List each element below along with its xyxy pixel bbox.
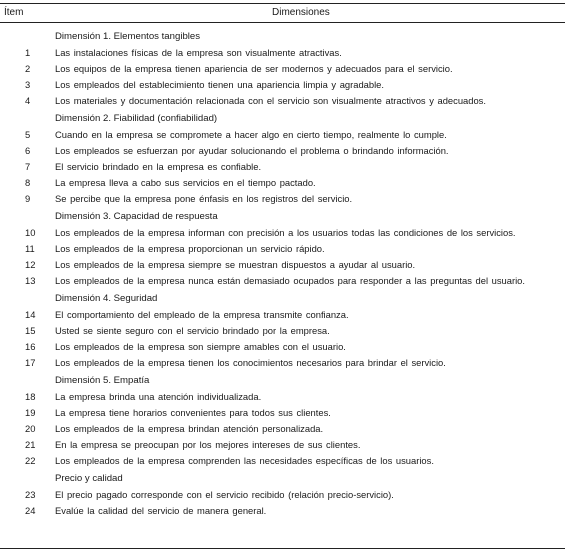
item-number: 8 [25,177,31,188]
table-row [0,63,565,74]
item-number: 4 [25,95,31,106]
item-text: Los empleados de la empresa comprenden las necesidades específicas de los usuarios. [55,455,434,466]
item-text: Los empleados de la empresa informan con precisión a los usuarios todas las condiciones de los servicios. [55,227,516,238]
item-text: El servicio brindado en la empresa es confiable. [55,161,262,172]
item-number: 6 [25,145,31,156]
table-row [0,47,565,58]
table-row [0,325,565,336]
table-row [0,79,565,90]
item-number: 10 [25,227,36,238]
item-number: 24 [25,505,36,516]
item-text: La empresa tiene horarios convenientes para todos sus clientes. [55,407,331,418]
table-row [0,505,565,516]
table-row [0,341,565,352]
item-number: 12 [25,259,36,270]
item-text: Evalúe la calidad del servicio de manera general. [55,505,267,516]
item-text: Los empleados del establecimiento tienen una apariencia limpia y agradable. [55,79,384,90]
item-number: 23 [25,489,36,500]
item-number: 3 [25,79,31,90]
item-number: 17 [25,357,36,368]
item-text: Se percibe que la empresa pone énfasis en los registros del servicio. [55,193,353,204]
table-row [0,391,565,402]
item-number: 22 [25,455,36,466]
item-text: Los empleados de la empresa nunca están demasiado ocupados para responder a las preguntas del usuario. [55,275,525,286]
item-text: Las instalaciones físicas de la empresa son visualmente atractivas. [55,47,342,58]
section-title: Dimensión 4. Seguridad [55,293,158,304]
item-number: 7 [25,161,31,172]
item-number: 20 [25,423,36,434]
table-row [0,439,565,450]
header-rule [0,22,565,23]
table-row [0,309,565,320]
table-row [0,455,565,466]
table-row [0,259,565,270]
item-number: 21 [25,439,36,450]
item-number: 9 [25,193,31,204]
table-row [0,161,565,172]
item-number: 19 [25,407,36,418]
item-number: 2 [25,63,31,74]
item-text: Los materiales y documentación relacionada con el servicio son visualmente atractivos y adecuados. [55,95,486,106]
table-row [0,407,565,418]
item-number: 16 [25,341,36,352]
item-number: 15 [25,325,36,336]
table-row [0,129,565,140]
item-number: 11 [25,243,35,254]
table-row [0,423,565,434]
item-number: 13 [25,275,36,286]
table-bottom-rule [0,548,565,549]
table-row [0,145,565,156]
item-text: La empresa brinda una atención individualizada. [55,391,262,402]
table-top-rule [0,3,565,4]
table-row [0,275,565,286]
table-row [0,243,565,254]
section-title: Dimensión 2. Fiabilidad (confiabilidad) [55,113,218,124]
item-text: Los empleados de la empresa son siempre amables con el usuario. [55,341,346,352]
item-text: Los empleados de la empresa brindan atención personalizada. [55,423,324,434]
item-text: La empresa lleva a cabo sus servicios en el tiempo pactado. [55,177,316,188]
section-title: Dimensión 3. Capacidad de respuesta [55,211,218,222]
section-title: Precio y calidad [55,473,123,484]
item-text: El precio pagado corresponde con el servicio recibido (relación precio-servicio). [55,489,394,500]
table-row [0,227,565,238]
table-row [0,193,565,204]
item-number: 14 [25,309,36,320]
item-number: 18 [25,391,36,402]
item-text: El comportamiento del empleado de la empresa transmite confianza. [55,309,349,320]
item-column-header: Ítem [4,7,24,18]
item-text: Los empleados se esfuerzan por ayudar solucionando el problema o brindando información. [55,145,449,156]
item-number: 5 [25,129,31,140]
item-text: Los empleados de la empresa proporcionan un servicio rápido. [55,243,325,254]
table-body [0,24,565,521]
item-text: Cuando en la empresa se compromete a hacer algo en cierto tiempo, realmente lo cumple. [55,129,447,140]
item-text: Los empleados de la empresa tienen los conocimientos necesarios para brindar el servicio. [55,357,446,368]
item-text: Los equipos de la empresa tienen apariencia de ser modernos y adecuados para el servicio. [55,63,453,74]
table-row [0,177,565,188]
item-text: Usted se siente seguro con el servicio brindado por la empresa. [55,325,330,336]
table-row [0,95,565,106]
section-title: Dimensión 1. Elementos tangibles [55,31,201,42]
item-text: En la empresa se preocupan por los mejores intereses de sus clientes. [55,439,361,450]
item-number: 1 [25,47,31,58]
table-row [0,357,565,368]
table-row [0,489,565,500]
section-title: Dimensión 5. Empatía [55,375,150,386]
dimensions-column-header: Dimensiones [272,7,330,18]
item-text: Los empleados de la empresa siempre se muestran dispuestos a ayudar al usuario. [55,259,416,270]
table-header [0,7,565,21]
